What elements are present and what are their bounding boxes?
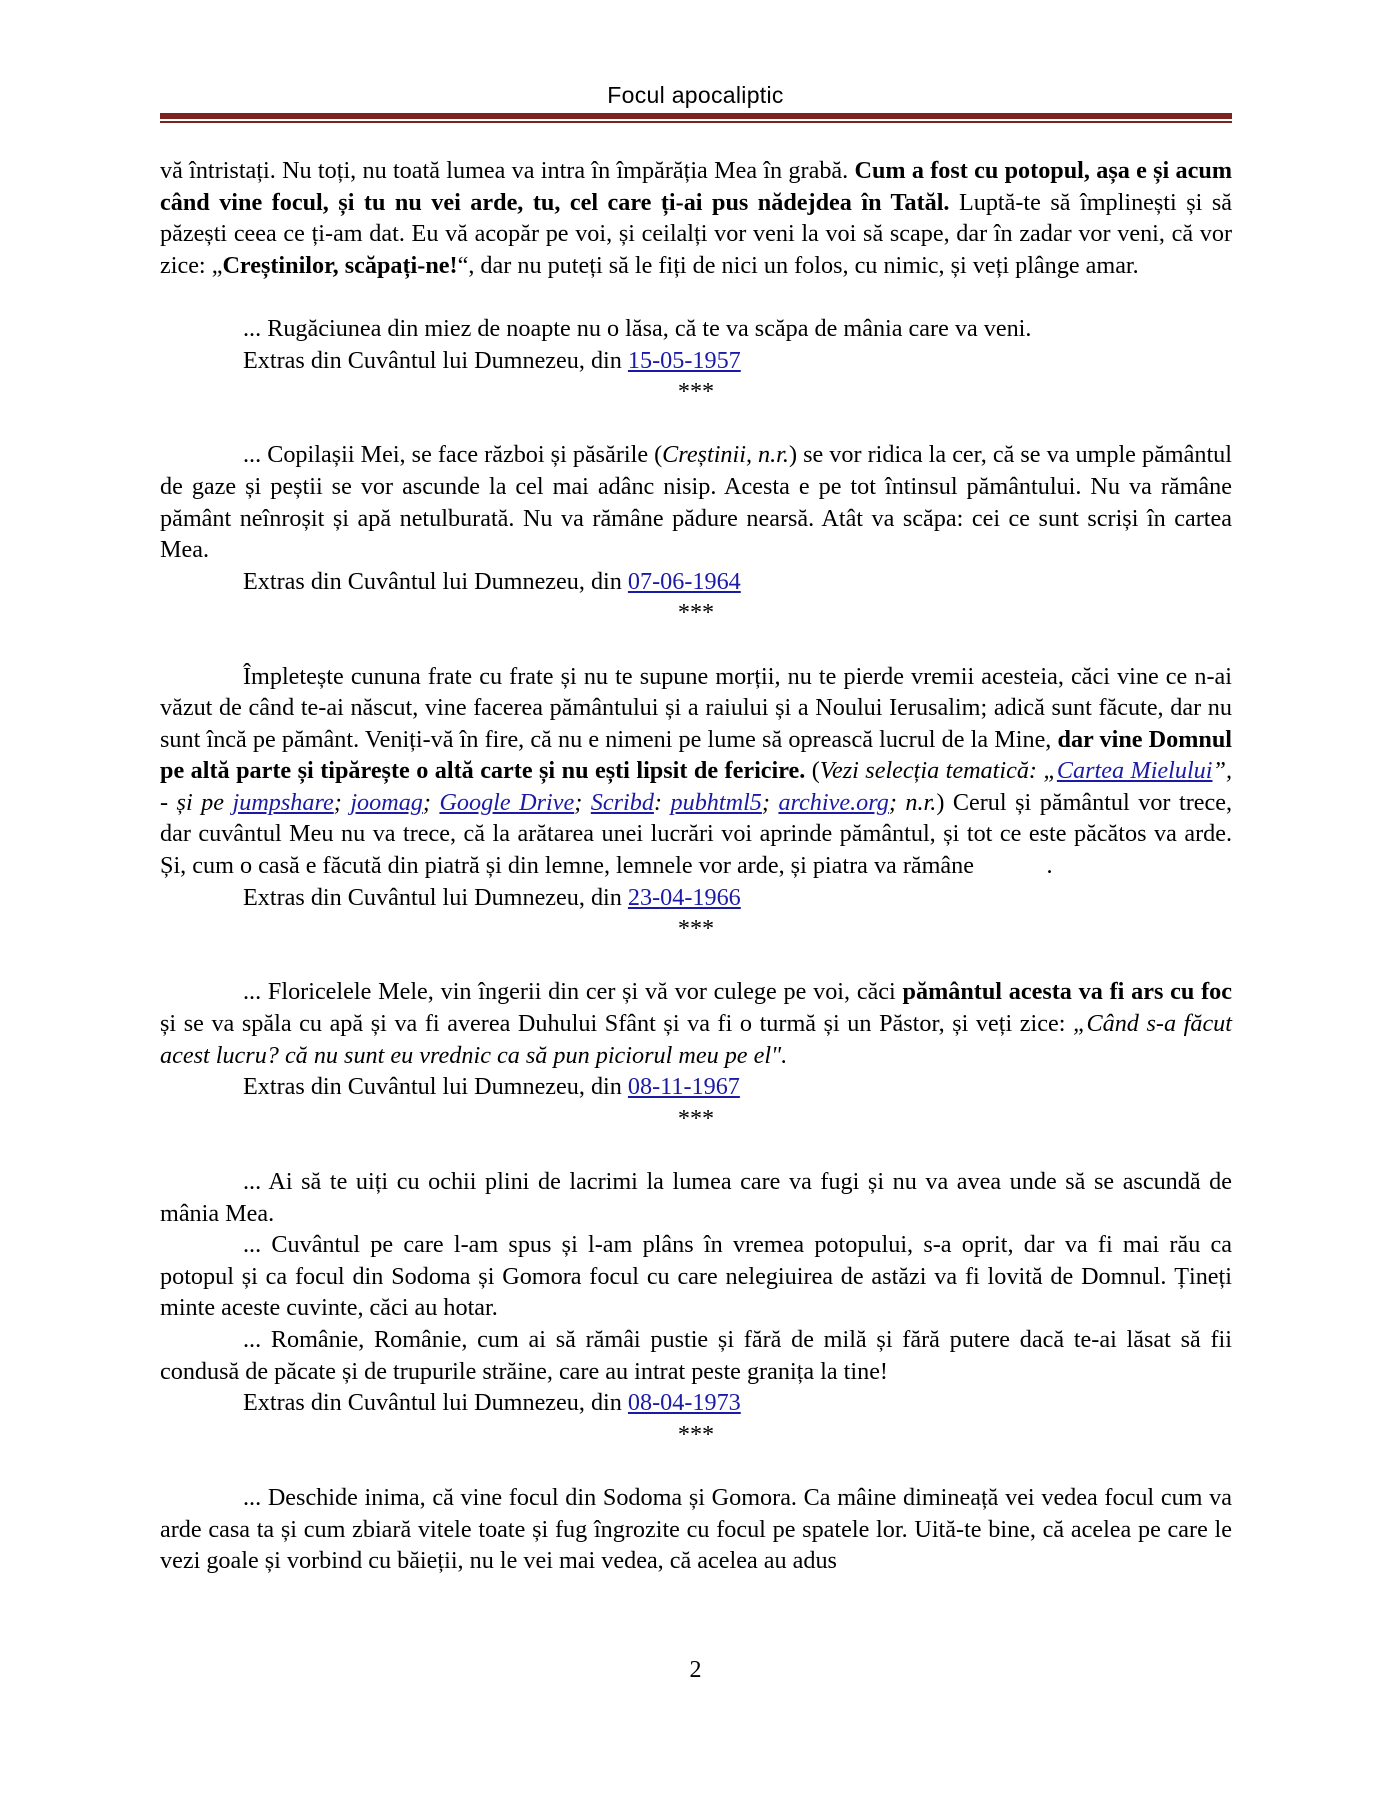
separator-stars: *** [677, 599, 715, 627]
separator-stars: *** [677, 915, 715, 943]
paragraph: ... Deschide inima, că vine focul din Sodoma și Gomora. Ca mâine dimineață vei vedea focul cum va arde casa ta și cum zbiară vitele toate și fug îngrozite cu focul pe spatele lor. Uită-te bine, că acelea pe care le vezi goale și vorbind cu băieții, nu le vei mai vedea, că acelea au adus [160, 1483, 1232, 1575]
link-archive-org[interactable]: archive.org [778, 788, 889, 816]
date-link[interactable]: 08-11-1967 [627, 1073, 740, 1101]
extras-line: Extras din Cuvântul lui Dumnezeu, din 23-04-1966 [243, 883, 741, 911]
date-link[interactable]: 08-04-1973 [627, 1389, 741, 1417]
date-link[interactable]: 07-06-1964 [627, 567, 741, 595]
link-scribd[interactable]: Scribd [590, 788, 654, 816]
separator-stars: *** [677, 1420, 715, 1448]
date-link[interactable]: 15-05-1957 [627, 346, 741, 374]
bold-text: pământul acesta va fi ars cu foc [902, 978, 1232, 1006]
extras-line: Extras din Cuvântul lui Dumnezeu, din 15-05-1957 [243, 346, 741, 374]
document-body [160, 155, 1239, 1577]
link-jumpshare[interactable]: jumpshare [232, 788, 334, 816]
paragraph: Împletește cununa frate cu frate și nu te supune morții, nu te pierde vremii acesteia, căci vine ce n-ai văzut de când te-ai născut, vine facerea pământului și a raiului și a Noului Ierusalim; adică sunt făcute, dar nu sunt încă pe pământ. Veniți-vă în fire, că nu e nimeni pe lume să oprească lucrul de la Mine, dar vine Domnul pe altă parte și tipărește o altă carte și nu ești lipsit de fericire. (Vezi selecția tematică: „Cartea Mielului”, - și pe jumpshare; joomag; Google Drive; Scribd: pubhtml5; archive.org; n.r.) Cerul și pământul vor trece, dar cuvântul Meu nu va trece, că la arătarea unei lucrări voi aprinde pământul, și tot ce este păcătos va arde. Și, cum o casă e făcută din piatră și din lemne, lemnele vor arde, și piatra va rămâne . [160, 662, 1239, 880]
paragraph: ... Floricelele Mele, vin îngerii din cer și vă vor culege pe voi, căci pământul acesta va fi ars cu foc și se va spăla cu apă și va fi averea Duhului Sfânt și va fi o turmă și un Păstor, și veți zice: „Când s-a făcut acest lucru? că nu sunt eu vrednic ca să pun piciorul meu pe el". [160, 978, 1232, 1069]
link-pubhtml5[interactable]: pubhtml5 [670, 788, 762, 816]
date-link[interactable]: 23-04-1966 [627, 883, 741, 911]
header-rule-thin [160, 121, 1232, 123]
extras-line: Extras din Cuvântul lui Dumnezeu, din 08-04-1973 [243, 1389, 741, 1417]
bold-text: Creștinilor, scăpați-ne! [222, 251, 458, 279]
bold-text: dar vine Domnul pe altă parte și tipărește o altă carte și nu ești lipsit de fericire. [160, 725, 1232, 785]
header-rule-thick [160, 113, 1232, 119]
paragraph: vă întristați. Nu toți, nu toată lumea va intra în împărăția Mea în grabă. Cum a fost cu potopul, așa e și acum când vine focul, și tu nu vei arde, tu, cel care ți-ai pus nădejdea în Tatăl. Luptă-te să împlinești și să păzești ceea ce ți-am dat. Eu vă acopăr pe voi, și ceilalți vor veni la voi să scape, dar în zadar vor veni, că vor zice: „Creștinilor, scăpați-ne!“, dar nu puteți să le fiți de nici un folos, cu nimic, și veți plânge amar. [160, 157, 1232, 279]
paragraph: ... Cuvântul pe care l-am spus și l-am plâns în vremea potopului, s-a oprit, dar va fi mai rău ca potopul și ca focul din Sodoma și Gomora focul cu care nelegiuirea de astăzi va fi lovită de Domnul. Țineți minte aceste cuvinte, căci au hotar. [160, 1231, 1232, 1322]
link-cartea-mielului[interactable]: Cartea Mielului [1056, 757, 1213, 785]
italic-quote: „Când s-a făcut acest lucru? că nu sunt eu vrednic ca să pun piciorul meu pe el". [160, 1010, 1232, 1069]
extras-line: Extras din Cuvântul lui Dumnezeu, din 07-06-1964 [243, 567, 741, 595]
paragraph: ... Copilașii Mei, se face război și păsările (Creștinii, n.r.) se vor ridica la cer, că se va umple pământul de gaze și peștii se vor ascunde la cel mai adânc nisip. Acesta e pe tot întinsul pământului. Nu va rămâne pământ neînroșit și apă netulburată. Nu va rămâne pădure nearsă. Atât va scăpa: cei ce sunt scriși în cartea Mea. [160, 441, 1232, 564]
bold-text: Cum a fost cu potopul, așa e și acum când vine focul, și tu nu vei arde, tu, cel care ți-ai pus nădejdea în Tatăl. [160, 157, 1232, 216]
separator-stars: *** [677, 378, 715, 406]
italic-note: Creștinii, n.r. [662, 441, 789, 469]
extras-line: Extras din Cuvântul lui Dumnezeu, din 08-11-1967 [243, 1073, 740, 1101]
paragraph: ... Românie, Românie, cum ai să rămâi pustie și fără de milă și fără putere dacă te-ai lăsat să fii condusă de păcate și de trupurile străine, care au intrat peste granița la tine! [160, 1325, 1232, 1385]
paragraph: ... Ai să te uiți cu ochii plini de lacrimi la lumea care va fugi și nu va avea unde să se ascundă de mânia Mea. [160, 1168, 1232, 1227]
page-number: 2 [689, 1657, 702, 1683]
page-header-title: Focul apocaliptic [607, 82, 784, 108]
separator-stars: *** [677, 1104, 715, 1132]
link-joomag[interactable]: joomag [350, 788, 423, 816]
link-google-drive[interactable]: Google Drive [439, 788, 575, 816]
paragraph: ... Rugăciunea din miez de noapte nu o lăsa, că te va scăpa de mânia care va veni. [243, 314, 1032, 342]
